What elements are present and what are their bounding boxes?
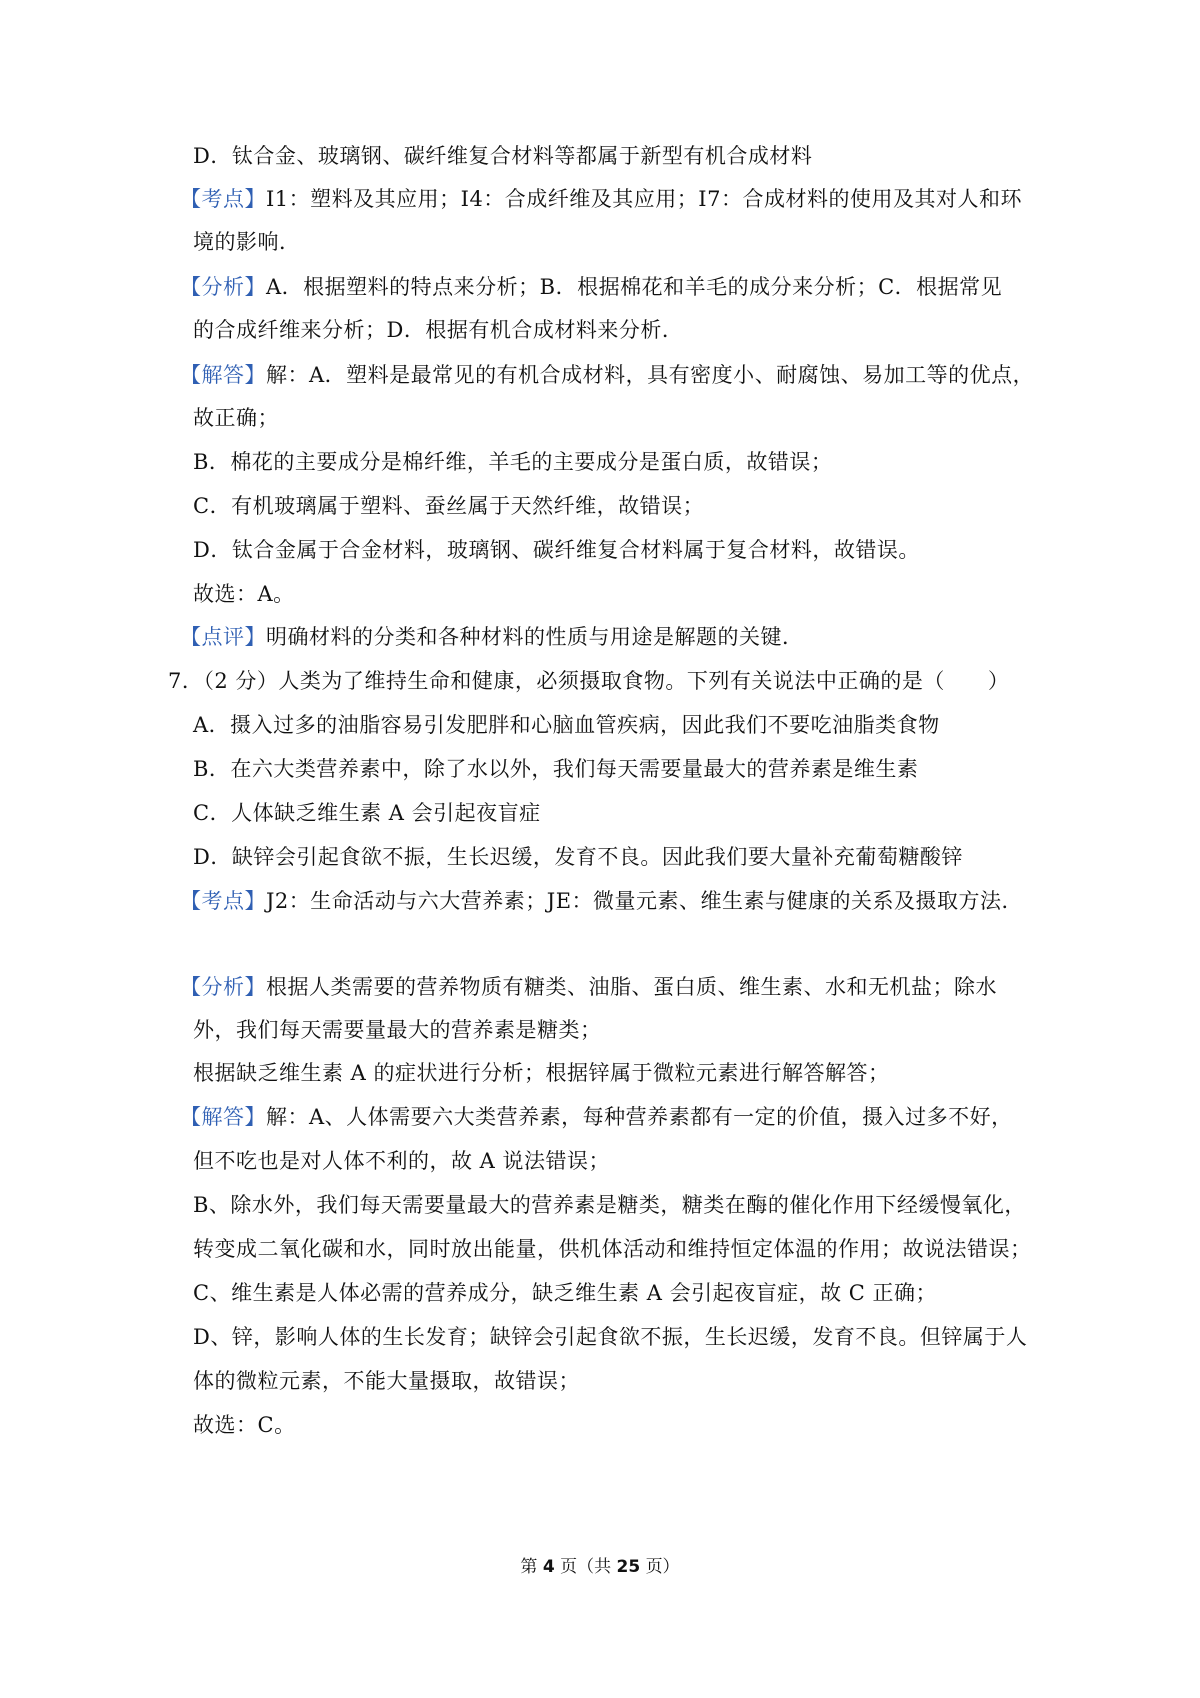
- q7-option-a: A．摄入过多的油脂容易引发肥胖和心脑血管疾病，因此我们不要吃油脂类食物: [193, 713, 940, 737]
- page-footer: [0, 1555, 1200, 1579]
- q7-jieda-line-6: D、锌，影响人体的生长发育；缺锌会引起食欲不振，生长迟缓，发育不良。但锌属于人: [193, 1325, 1028, 1349]
- prev-jieda-line-2: 故正确；: [193, 406, 279, 430]
- prev-answer: 故选：A。: [193, 582, 295, 606]
- prev-jieda-line-1: [180, 360, 1034, 390]
- q7-option-d: D．缺锌会引起食欲不振，生长迟缓，发育不良。因此我们要大量补充葡萄糖酸锌: [193, 845, 963, 869]
- q7-fenxi-line-2: 外，我们每天需要量最大的营养素是糖类；: [193, 1018, 602, 1042]
- kaodian-tag: 【考点】: [180, 187, 266, 211]
- dianping-tag: 【点评】: [180, 625, 266, 649]
- prev-jieda-line-4: C．有机玻璃属于塑料、蚕丝属于天然纤维，故错误；: [193, 494, 705, 518]
- prev-dianping-text: 明确材料的分类和各种材料的性质与用途是解题的关键．: [266, 625, 804, 649]
- q7-jieda-line-3: B、除水外，我们每天需要量最大的营养素是糖类，糖类在酶的催化作用下经缓慢氧化，: [193, 1193, 1026, 1217]
- q7-answer: 故选：C。: [193, 1413, 296, 1437]
- question-7-stem: 7．（2 分）人类为了维持生命和健康，必须摄取食物。下列有关说法中正确的是（ ）: [168, 669, 1010, 693]
- footer-page-number: 4: [542, 1557, 555, 1577]
- prev-dianping-line: [180, 622, 804, 652]
- prev-fenxi-line-2: 的合成纤维来分析；D．根据有机合成材料来分析．: [193, 318, 684, 342]
- q7-fenxi-line-1: [180, 972, 997, 1002]
- fenxi-tag: 【分析】: [180, 975, 266, 999]
- prev-jieda-line-5: D．钛合金属于合金材料，玻璃钢、碳纤维复合材料属于复合材料，故错误。: [193, 538, 920, 562]
- q7-kaodian-line: [180, 886, 1023, 916]
- prev-fenxi-line-1: [180, 272, 1002, 302]
- q7-fenxi-text: 根据人类需要的营养物质有糖类、油脂、蛋白质、维生素、水和无机盐；除水: [266, 975, 997, 999]
- kaodian-tag: 【考点】: [180, 889, 266, 913]
- q7-jieda-line-7: 体的微粒元素，不能大量摄取，故错误；: [193, 1369, 580, 1393]
- q7-kaodian-text: J2：生命活动与六大营养素；JE：微量元素、维生素与健康的关系及摄取方法．: [266, 889, 1024, 913]
- q7-option-c: C．人体缺乏维生素 A 会引起夜盲症: [193, 801, 541, 825]
- q7-jieda-line-2: 但不吃也是对人体不利的，故 A 说法错误；: [193, 1149, 611, 1173]
- prev-fenxi-text: A．根据塑料的特点来分析；B．根据棉花和羊毛的成分来分析；C．根据常见: [266, 275, 1003, 299]
- prev-jieda-line-3: B．棉花的主要成分是棉纤维，羊毛的主要成分是蛋白质，故错误；: [193, 450, 833, 474]
- prev-option-d: D．钛合金、玻璃钢、碳纤维复合材料等都属于新型有机合成材料: [193, 144, 813, 168]
- prev-kaodian-line-2: 境的影响．: [193, 230, 301, 254]
- q7-jieda-line-5: C、维生素是人体必需的营养成分，缺乏维生素 A 会引起夜盲症，故 C 正确；: [193, 1281, 937, 1305]
- prev-kaodian-text: I1：塑料及其应用；I4：合成纤维及其应用；I7：合成材料的使用及其对人和环: [266, 187, 1022, 211]
- q7-jieda-line-4: 转变成二氧化碳和水，同时放出能量，供机体活动和维持恒定体温的作用；故说法错误；: [193, 1237, 1032, 1261]
- q7-jieda-text: 解：A、人体需要六大类营养素，每种营养素都有一定的价值，摄入过多不好，: [266, 1105, 1013, 1129]
- footer-middle: 页（共: [560, 1557, 612, 1577]
- footer-total-pages: 25: [616, 1557, 641, 1577]
- footer-suffix: 页）: [645, 1557, 680, 1577]
- q7-option-b: B．在六大类营养素中，除了水以外，我们每天需要量最大的营养素是维生素: [193, 757, 919, 781]
- prev-kaodian-line-1: [180, 184, 1022, 214]
- q7-jieda-line-1: [180, 1102, 1013, 1132]
- q7-fenxi-line-3: 根据缺乏维生素 A 的症状进行分析；根据锌属于微粒元素进行解答解答；: [193, 1061, 890, 1085]
- jieda-tag: 【解答】: [180, 363, 266, 387]
- fenxi-tag: 【分析】: [180, 275, 266, 299]
- footer-prefix: 第: [520, 1557, 538, 1577]
- jieda-tag: 【解答】: [180, 1105, 266, 1129]
- prev-jieda-text: 解：A．塑料是最常见的有机合成材料，具有密度小、耐腐蚀、易加工等的优点，: [266, 363, 1035, 387]
